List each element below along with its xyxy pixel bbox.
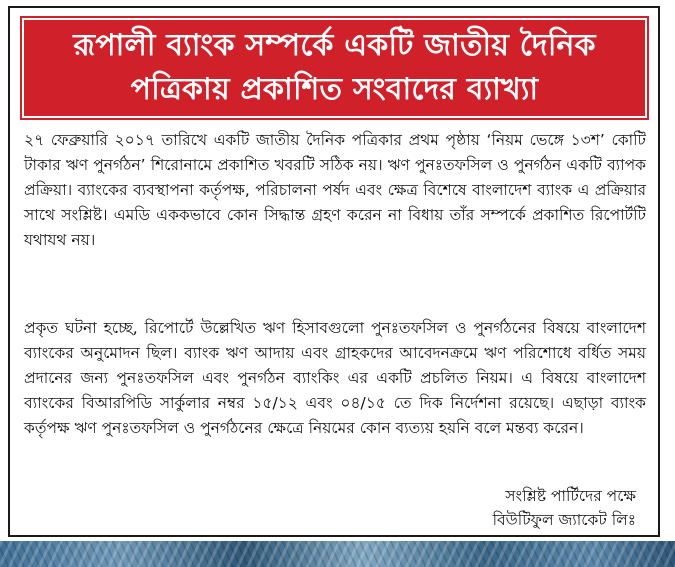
signature-line-1: সংশ্লিষ্ট পার্টিদের পক্ষে: [505, 487, 636, 505]
notice-title-line-2: পত্রিকায় প্রকাশিত সংবাদের ব্যাখ্যা: [130, 72, 539, 107]
signature-block: [493, 484, 636, 532]
notice-paragraph-2: প্রকৃত ঘটনা হচ্ছে, রিপোর্টে উল্লেখিত ঋণ হিসাবগুলো পুনঃতফসিল ও পুনর্গঠনের বিষয়ে বাংলাদেশ ব্যাংকের অনুমোদন ছিল। ব্যাংক ঋণ আদায় এবং গ্রাহকদের আবেদনক্রমে ঋণ পরিশোধে বর্ধিত সময় প্রদানের জন্য পুনঃতফসিল এবং পুনর্গঠন ব্যাংকিং এর একটি প্রচলিত নিয়ম। এ বিষয়ে বাংলাদেশ ব্যাংকের বিআরপিডি সার্কুলার নম্বর ১৫/১২ এবং ০৪/১৫ তে দিক নির্দেশনা রয়েছে। এছাড়া ব্যাংক কর্তৃপক্ষ ঋণ পুনঃতফসিল ও পুনর্গঠনের ক্ষেত্রে নিয়মের কোন ব্যত্যয় হয়নি বলে মন্তব্য করেন।: [24, 319, 646, 437]
notice-box: [8, 6, 660, 537]
notice-title-band: [22, 18, 647, 118]
adjacent-photo-strip: [0, 541, 675, 567]
notice-paragraph-1: ২৭ ফেব্রুয়ারি ২০১৭ তারিখে একটি জাতীয় দৈনিক পত্রিকার প্রথম পৃষ্ঠায় ‘নিয়ম ভেঙ্গে ১৩শ’ কোটি টাকার ঋণ পুনর্গঠন’ শিরোনামে প্রকাশিত খবরটি সঠিক নয়। ঋণ পুনঃতফসিল ও পুনর্গঠন একটি ব্যাপক প্রক্রিয়া। ব্যাংকের ব্যবস্থাপনা কর্তৃপক্ষ, পরিচালনা পর্ষদ এবং ক্ষেত্র বিশেষে বাংলাদেশ ব্যাংক এ প্রক্রিয়ার সাথে সংশ্লিষ্ট। এমডি এককভাবে কোন সিদ্ধান্ত গ্রহণ করেন না বিধায় তাঁর সম্পর্কে প্রকাশিত রিপোর্টটি যথাযথ নয়।: [24, 131, 646, 249]
signature-line-2: বিউটিফুল জ্যাকেট লিঃ: [492, 511, 636, 529]
notice-title-line-1: রূপালী ব্যাংক সম্পর্কে একটি জাতীয় দৈনিক: [73, 28, 596, 63]
